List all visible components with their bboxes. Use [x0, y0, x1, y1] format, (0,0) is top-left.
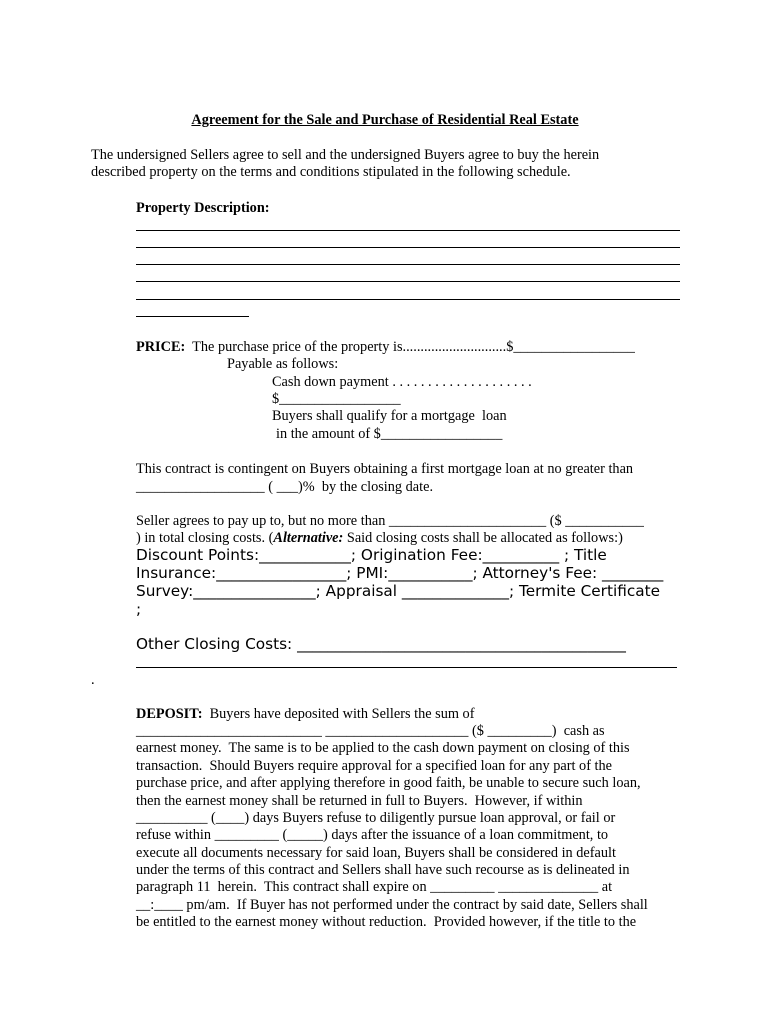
price-line	[136, 339, 635, 356]
cash-down-blank[interactable]: $_________________	[272, 391, 401, 407]
deposit-paragraph-line: under the terms of this contract and Sellers shall have such recourse as is delineated in	[136, 862, 630, 878]
seller-costs-post: Said closing costs shall be allocated as follows:)	[343, 530, 623, 546]
property-blank-line[interactable]	[136, 281, 680, 282]
deposit-paragraph-line: then the earnest money shall be returned in full to Buyers. However, if within	[136, 793, 583, 809]
closing-fees-line-4: ;	[136, 600, 142, 618]
deposit-paragraph-line: transaction. Should Buyers require approval for a specified loan for any part of the	[136, 758, 613, 774]
contingent-line-2[interactable]: __________________ ( ___)% by the closing date.	[136, 479, 434, 495]
document-title: Agreement for the Sale and Purchase of Residential Real Estate	[191, 112, 579, 128]
other-closing-costs[interactable]: Other Closing Costs: ___________________________________________	[136, 635, 626, 653]
seller-costs-line-1[interactable]: Seller agrees to pay up to, but no more than ______________________ ($ ___________	[136, 513, 644, 529]
deposit-paragraph-line[interactable]: refuse within _________ (_____) days after the issuance of a loan commitment, to	[136, 827, 609, 843]
other-closing-costs-blank-line[interactable]	[136, 667, 677, 668]
payable-as-follows: Payable as follows:	[227, 356, 339, 372]
property-blank-line[interactable]	[136, 247, 680, 248]
seller-costs-line-2	[136, 530, 623, 547]
intro-line-2: described property on the terms and conditions stipulated in the following schedule.	[91, 164, 571, 180]
contingent-line-1: This contract is contingent on Buyers obtaining a first mortgage loan at no greater than	[136, 461, 634, 477]
deposit-paragraph-line[interactable]: __________ (____) days Buyers refuse to diligently pursue loan approval, or fail or	[136, 810, 616, 826]
property-blank-line[interactable]	[136, 230, 680, 231]
deposit-paragraph-line[interactable]: __:____ pm/am. If Buyer has not performed under the contract by said date, Sellers shall	[136, 897, 648, 913]
mortgage-qualify: Buyers shall qualify for a mortgage loan	[272, 408, 507, 424]
property-description-heading: Property Description:	[136, 200, 270, 216]
mortgage-amount[interactable]: in the amount of $_________________	[276, 426, 503, 442]
deposit-paragraph-line: be entitled to the earnest money without reduction. Provided however, if the title to the	[136, 914, 637, 930]
deposit-label: DEPOSIT:	[136, 706, 203, 722]
deposit-paragraph-line: execute all documents necessary for said loan, Buyers shall be considered in default	[136, 845, 616, 861]
cash-down-payment: Cash down payment . . . . . . . . . . . . . . . . . . . .	[272, 374, 532, 390]
property-blank-line[interactable]	[136, 264, 680, 265]
alternative-label: Alternative:	[273, 530, 344, 546]
price-text: The purchase price of the property is.............................$_________________	[192, 339, 635, 355]
closing-fees-line-2[interactable]: Insurance:_________________; PMI:___________; Attorney's Fee: ________	[136, 564, 664, 582]
deposit-paragraph-line: earnest money. The same is to be applied to the cash down payment on closing of this	[136, 740, 630, 756]
stray-period: .	[91, 672, 95, 688]
price-label: PRICE:	[136, 339, 186, 355]
closing-fees-line-1[interactable]: Discount Points:____________; Origination Fee:__________ ; Title	[136, 546, 607, 564]
property-blank-line-short[interactable]	[136, 316, 249, 317]
deposit-paragraph-line[interactable]: __________________________ ____________________ ($ _________) cash as	[136, 723, 605, 739]
deposit-text: Buyers have deposited with Sellers the sum of	[209, 706, 475, 722]
seller-costs-pre: ) in total closing costs. (	[136, 530, 274, 546]
intro-line-1: The undersigned Sellers agree to sell and the undersigned Buyers agree to buy the herein	[91, 147, 600, 163]
property-blank-line[interactable]	[136, 299, 680, 300]
deposit-paragraph-line[interactable]: paragraph 11 herein. This contract shall expire on _________ ______________ at	[136, 879, 613, 895]
deposit-line	[136, 706, 474, 723]
closing-fees-line-3[interactable]: Survey:________________; Appraisal ______________; Termite Certificate	[136, 582, 661, 600]
deposit-paragraph-line: purchase price, and after applying therefore in good faith, be unable to secure such loan,	[136, 775, 641, 791]
